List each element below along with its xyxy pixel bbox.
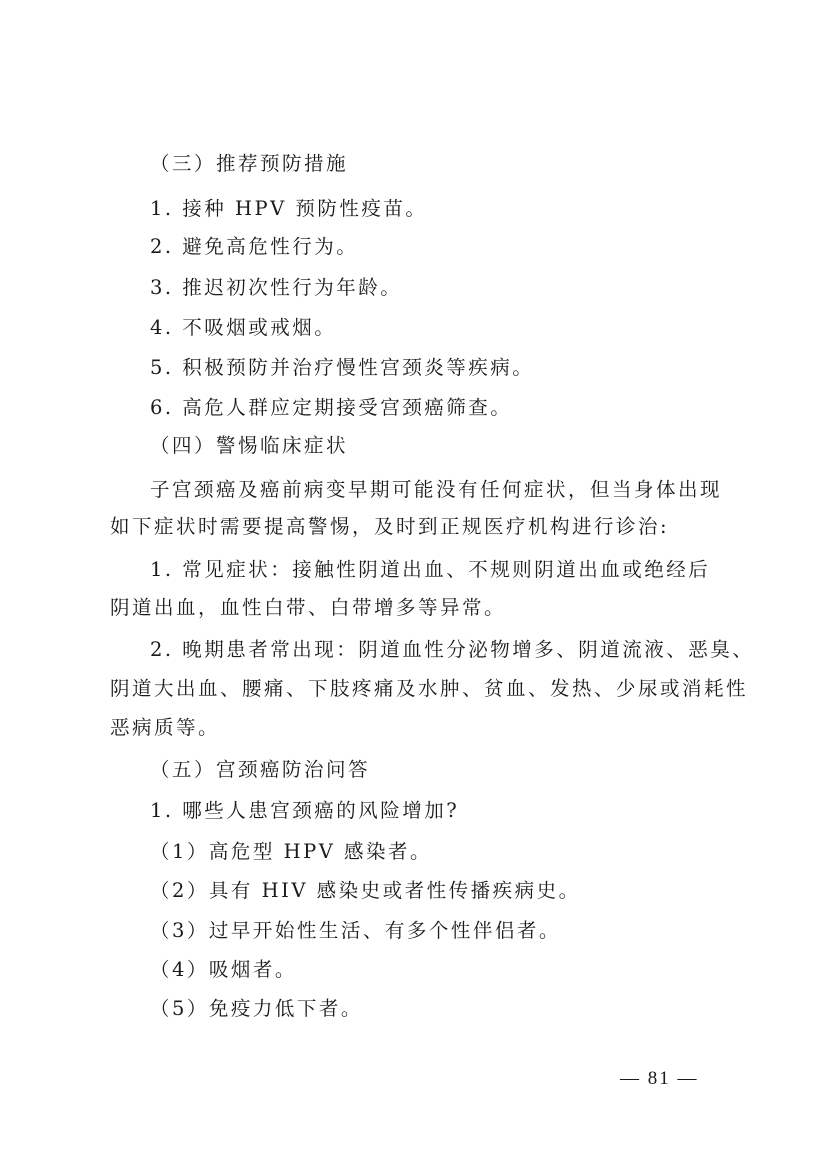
- section-heading-symptoms: （四）警惕临床症状: [150, 434, 349, 457]
- question-line: 1. 哪些人患宫颈癌的风险增加?: [150, 799, 460, 822]
- answer-line: （4）吸烟者。: [150, 958, 297, 981]
- answer-line: （3）过早开始性生活、有多个性伴侣者。: [150, 919, 561, 942]
- section-heading-prevention: （三）推荐预防措施: [150, 152, 349, 175]
- paragraph-line: 子宫颈癌及癌前病变早期可能没有任何症状，但当身体出现: [150, 478, 723, 501]
- paragraph-line: 2. 晚期患者常出现：阴道血性分泌物增多、阴道流液、恶臭、: [150, 638, 755, 661]
- list-item: 5. 积极预防并治疗慢性宫颈炎等疾病。: [150, 356, 535, 379]
- answer-line: （5）免疫力低下者。: [150, 997, 363, 1020]
- answer-line: （1）高危型 HPV 感染者。: [150, 840, 433, 863]
- answer-line: （2）具有 HIV 感染史或者性传播疾病史。: [150, 879, 581, 902]
- list-item: 4. 不吸烟或戒烟。: [150, 316, 337, 339]
- list-item: 6. 高危人群应定期接受宫颈癌筛查。: [150, 396, 513, 419]
- section-heading-qa: （五）宫颈癌防治问答: [150, 758, 371, 781]
- list-item: 3. 推迟初次性行为年龄。: [150, 276, 403, 299]
- page-number: — 81 —: [620, 1068, 699, 1089]
- list-item: 2. 避免高危性行为。: [150, 235, 359, 258]
- paragraph-line: 如下症状时需要提高警惕，及时到正规医疗机构进行诊治:: [110, 515, 670, 538]
- list-item: 1. 接种 HPV 预防性疫苗。: [150, 197, 428, 220]
- paragraph-line: 恶病质等。: [110, 716, 221, 739]
- paragraph-line: 阴道出血，血性白带、白带增多等异常。: [110, 596, 507, 619]
- paragraph-line: 1. 常见症状：接触性阴道出血、不规则阴道出血或绝经后: [150, 558, 711, 581]
- paragraph-line: 阴道大出血、腰痛、下肢疼痛及水肿、贫血、发热、少尿或消耗性: [110, 677, 749, 700]
